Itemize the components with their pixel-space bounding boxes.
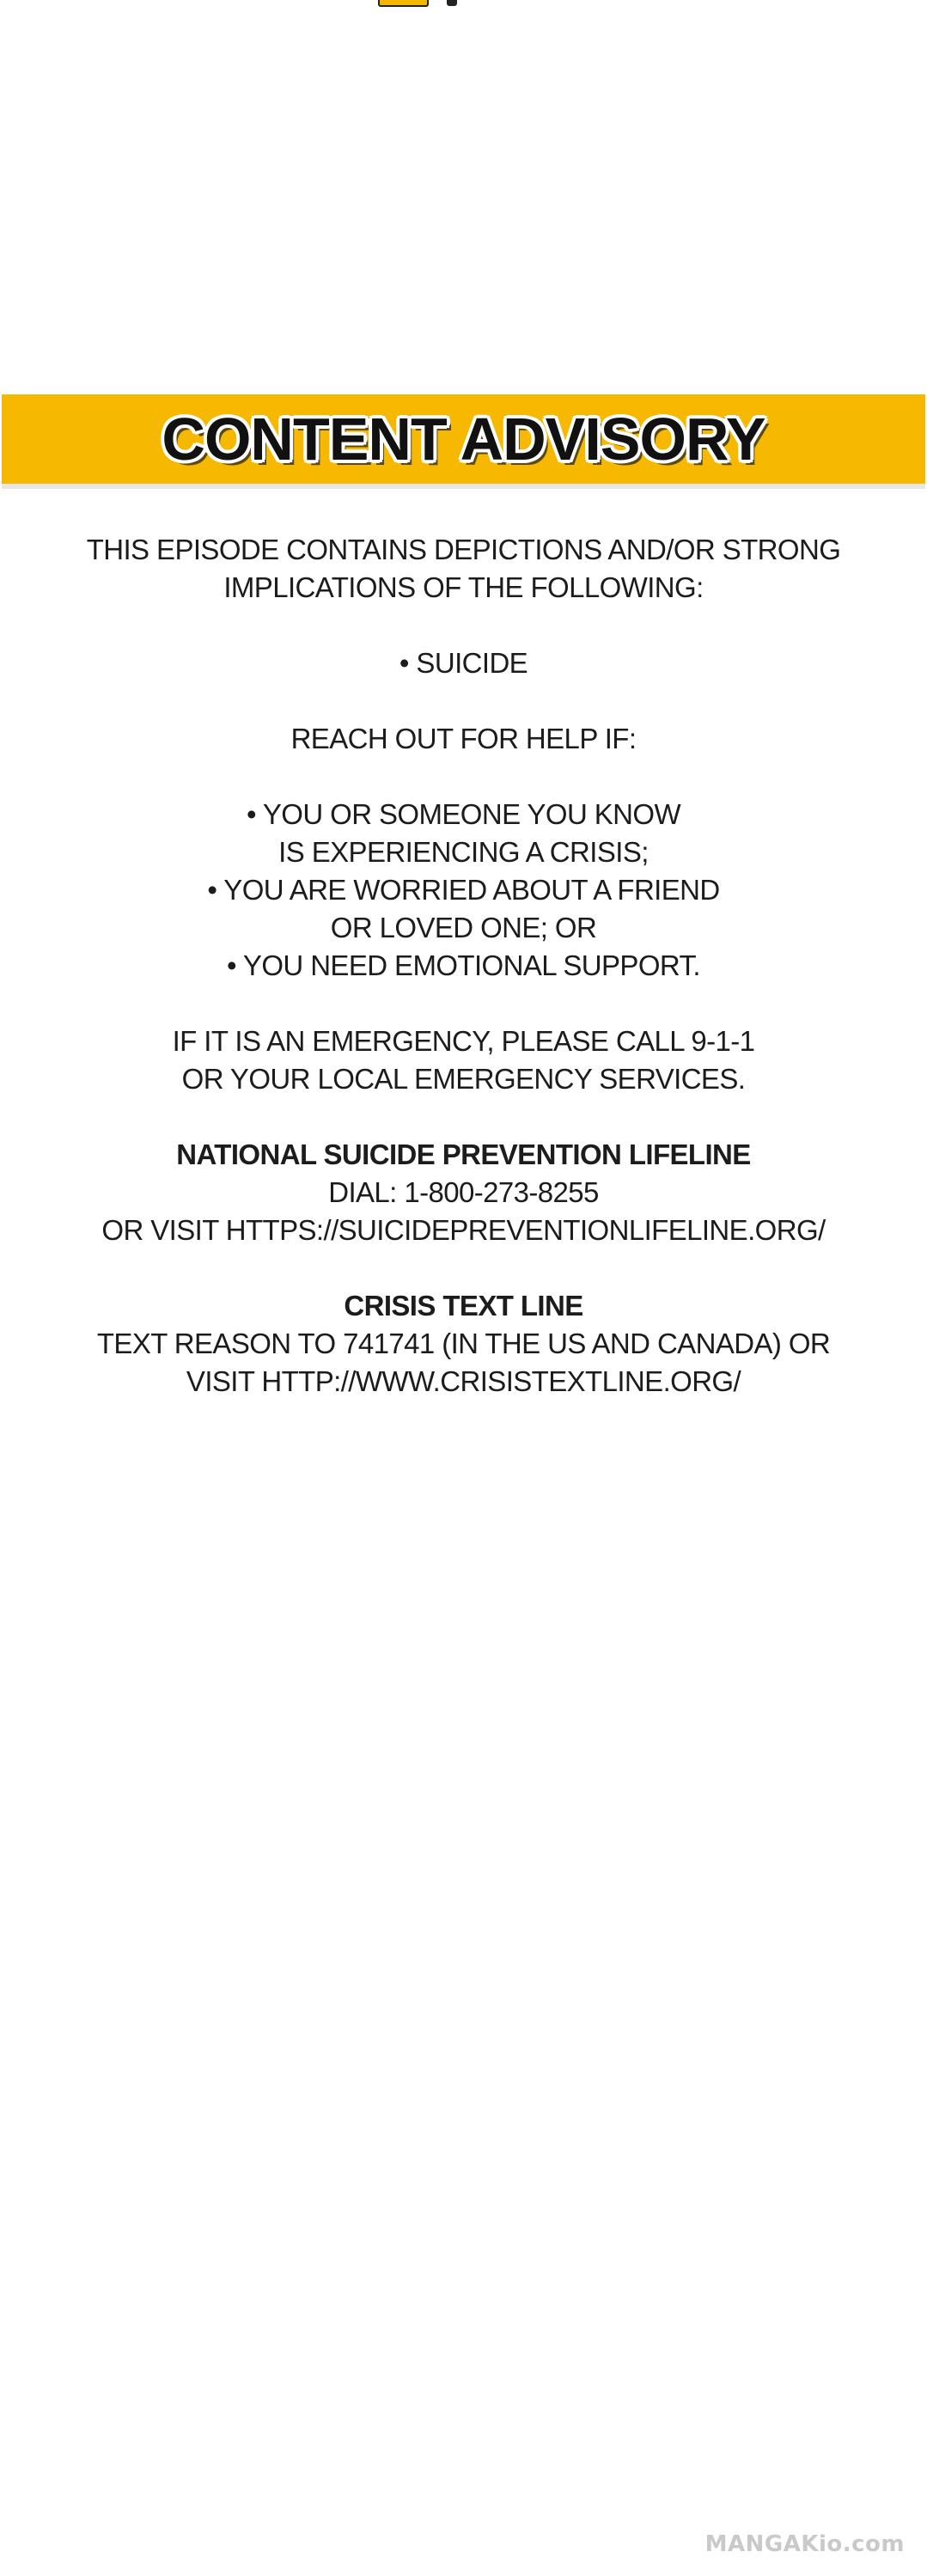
lifeline-dial: DIAL: 1-800-273-8255 (328, 1176, 599, 1208)
reach-out-heading: REACH OUT FOR HELP IF: (290, 723, 637, 754)
lifeline-visit-link: OR VISIT HTTPS://SUICIDEPREVENTIONLIFELINE.ORG/ (101, 1214, 826, 1246)
reason-line: OR LOVED ONE; OR (330, 912, 597, 943)
reason-line: IS EXPERIENCING A CRISIS; (278, 836, 649, 868)
lifeline-block (0, 1136, 927, 1249)
crisis-text-block (0, 1287, 927, 1401)
logo-yellow-shape (378, 0, 429, 7)
reason-line: • YOU OR SOMEONE YOU KNOW (246, 798, 681, 830)
reach-out-paragraph (0, 720, 927, 758)
topic-paragraph (0, 644, 927, 682)
intro-paragraph (0, 531, 927, 607)
crisis-text-line: TEXT REASON TO 741741 (IN THE US AND CANADA) OR (96, 1328, 831, 1359)
lifeline-name: NATIONAL SUICIDE PREVENTION LIFELINE (176, 1138, 751, 1170)
emergency-line-1: IF IT IS AN EMERGENCY, PLEASE CALL 9-1-1 (172, 1025, 755, 1057)
reasons-list (0, 796, 927, 985)
site-watermark: MANGAKio.com (704, 2531, 905, 2557)
crisis-text-name: CRISIS TEXT LINE (344, 1290, 583, 1322)
banner-title: CONTENT ADVISORY (162, 406, 765, 473)
top-logo-fragment (369, 0, 490, 9)
intro-line-2: IMPLICATIONS OF THE FOLLOWING: (223, 571, 704, 603)
logo-dark-shape (447, 0, 457, 6)
reason-line: • YOU NEED EMOTIONAL SUPPORT. (227, 949, 700, 981)
content-advisory-banner (2, 394, 925, 489)
topic-item: • SUICIDE (399, 647, 528, 679)
emergency-line-2: OR YOUR LOCAL EMERGENCY SERVICES. (181, 1063, 746, 1095)
crisis-text-visit-link: VISIT HTTP://WWW.CRISISTEXTLINE.ORG/ (186, 1365, 741, 1397)
reason-line: • YOU ARE WORRIED ABOUT A FRIEND (207, 874, 720, 906)
intro-line-1: THIS EPISODE CONTAINS DEPICTIONS AND/OR STRONG (86, 534, 841, 565)
advisory-content (0, 531, 927, 1401)
emergency-paragraph (0, 1022, 927, 1098)
